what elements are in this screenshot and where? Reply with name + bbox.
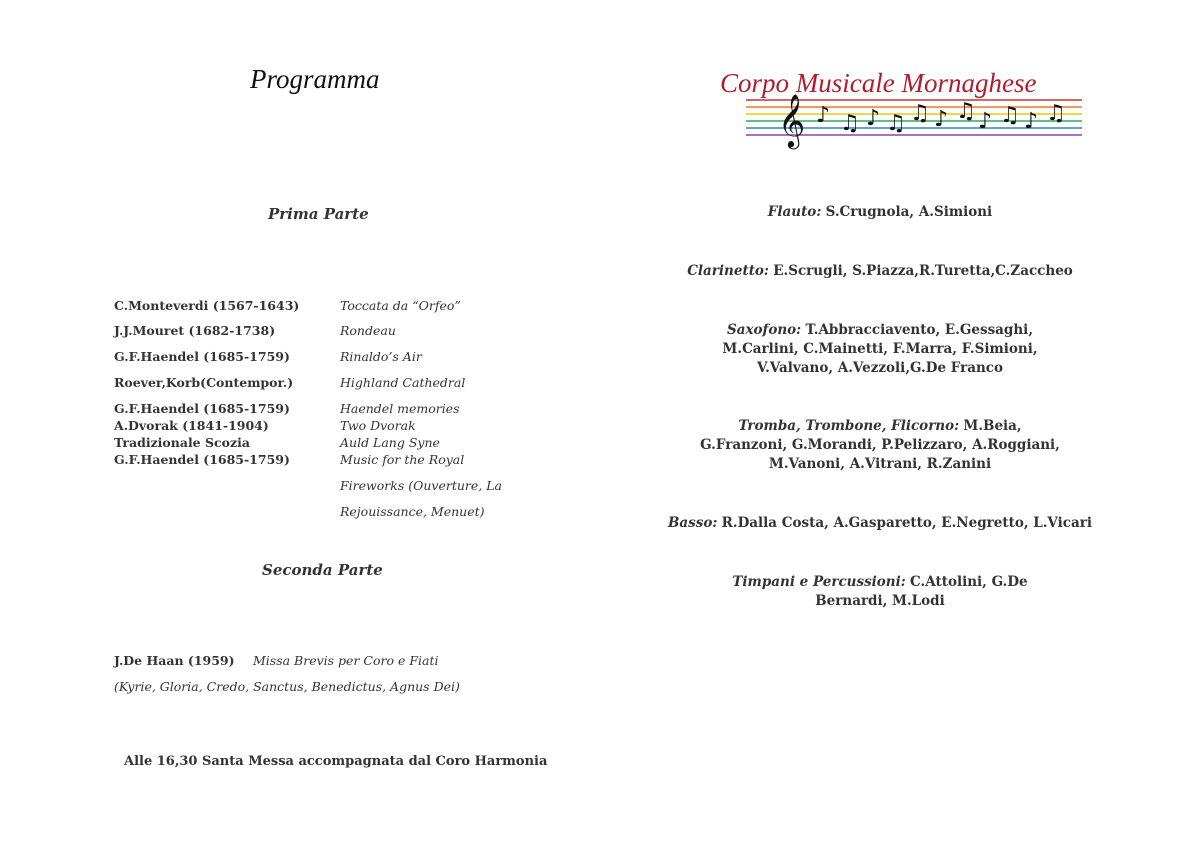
piece-title-continuation: Fireworks (Ouverture, La (340, 478, 502, 493)
piece-title: Rondeau (340, 323, 396, 338)
second-part-heading: Seconda Parte (262, 561, 383, 579)
instrument-label: Clarinetto: (687, 263, 769, 279)
svg-text:♫: ♫ (956, 99, 976, 124)
svg-text:♪: ♪ (866, 106, 881, 131)
svg-text:♪: ♪ (934, 107, 949, 132)
piece-title: Two Dvorak (340, 418, 416, 433)
composer: G.F.Haendel (1685-1759) (114, 452, 290, 467)
svg-text:♪: ♪ (1024, 109, 1039, 134)
instrument-label: Basso: (668, 515, 718, 531)
instrument-label: Tromba, Trombone, Flicorno: (738, 418, 960, 434)
roster-saxophone (690, 321, 1070, 378)
player-names: T.Abbracciavento, E.Gessaghi, M.Carlini, C.Mainetti, F.Marra, F.Simioni, V.Valvano, A.Vezzoli,G.De Franco (722, 322, 1038, 376)
composer: J.De Haan (1959) (114, 653, 235, 668)
instrument-label: Flauto: (767, 204, 822, 220)
instrument-label: Timpani e Percussioni: (732, 574, 906, 590)
svg-text:♫: ♫ (910, 101, 930, 126)
roster-flute (660, 203, 1100, 222)
first-part-heading: Prima Parte (268, 205, 369, 223)
composer: C.Monteverdi (1567-1643) (114, 298, 300, 313)
piece-title-continuation: Rejouissance, Menuet) (340, 504, 485, 519)
piece-title: Music for the Royal (340, 452, 465, 467)
roster-bass (660, 514, 1100, 533)
player-names: S.Crugnola, A.Simioni (825, 204, 993, 220)
svg-text:♫: ♫ (886, 111, 906, 136)
logo-graphic (716, 70, 1086, 150)
piece-title: Rinaldo’s Air (340, 349, 422, 364)
player-names: C.Attolini, G.De Bernardi, M.Lodi (815, 574, 1028, 609)
instrument-label: Saxofono: (726, 322, 802, 338)
svg-text:♫: ♫ (1046, 101, 1066, 126)
music-notes-icon (816, 99, 1066, 136)
svg-text:♪: ♪ (816, 103, 831, 128)
mass-note: Alle 16,30 Santa Messa accompagnata dal Coro Harmonia (124, 754, 548, 769)
roster-percussion (700, 573, 1060, 611)
roster-clarinet (660, 262, 1100, 281)
composer: Tradizionale Scozia (114, 435, 250, 450)
logo-text: Corpo Musicale Mornaghese (720, 70, 1037, 98)
treble-clef-icon: 𝄞 (778, 93, 806, 147)
svg-text:♫: ♫ (840, 111, 860, 136)
composer: G.F.Haendel (1685-1759) (114, 349, 290, 364)
composer: A.Dvorak (1841-1904) (114, 418, 269, 433)
page-title: Programma (250, 64, 380, 94)
piece-title: Highland Cathedral (340, 375, 466, 390)
piece-title: Toccata da “Orfeo” (340, 298, 461, 313)
player-names: R.Dalla Costa, A.Gasparetto, E.Negretto, L.Vicari (721, 515, 1092, 531)
band-logo (716, 70, 1086, 150)
svg-text:♫: ♫ (1000, 103, 1020, 128)
piece-title: Auld Lang Syne (340, 435, 440, 450)
piece-title: Haendel memories (340, 401, 460, 416)
mass-movements: (Kyrie, Gloria, Credo, Sanctus, Benedictus, Agnus Dei) (114, 679, 460, 694)
player-names: M.Beia, G.Franzoni, G.Morandi, P.Pelizzaro, A.Roggiani, M.Vanoni, A.Vitrani, R.Zanini (700, 418, 1060, 472)
composer: G.F.Haendel (1685-1759) (114, 401, 290, 416)
player-names: E.Scrugli, S.Piazza,R.Turetta,C.Zaccheo (773, 263, 1073, 279)
svg-text:♪: ♪ (978, 109, 993, 134)
piece-title: Missa Brevis per Coro e Fiati (253, 653, 439, 668)
roster-brass (700, 417, 1060, 474)
composer: Roever,Korb(Contempor.) (114, 375, 294, 390)
composer: J.J.Mouret (1682-1738) (114, 323, 276, 338)
